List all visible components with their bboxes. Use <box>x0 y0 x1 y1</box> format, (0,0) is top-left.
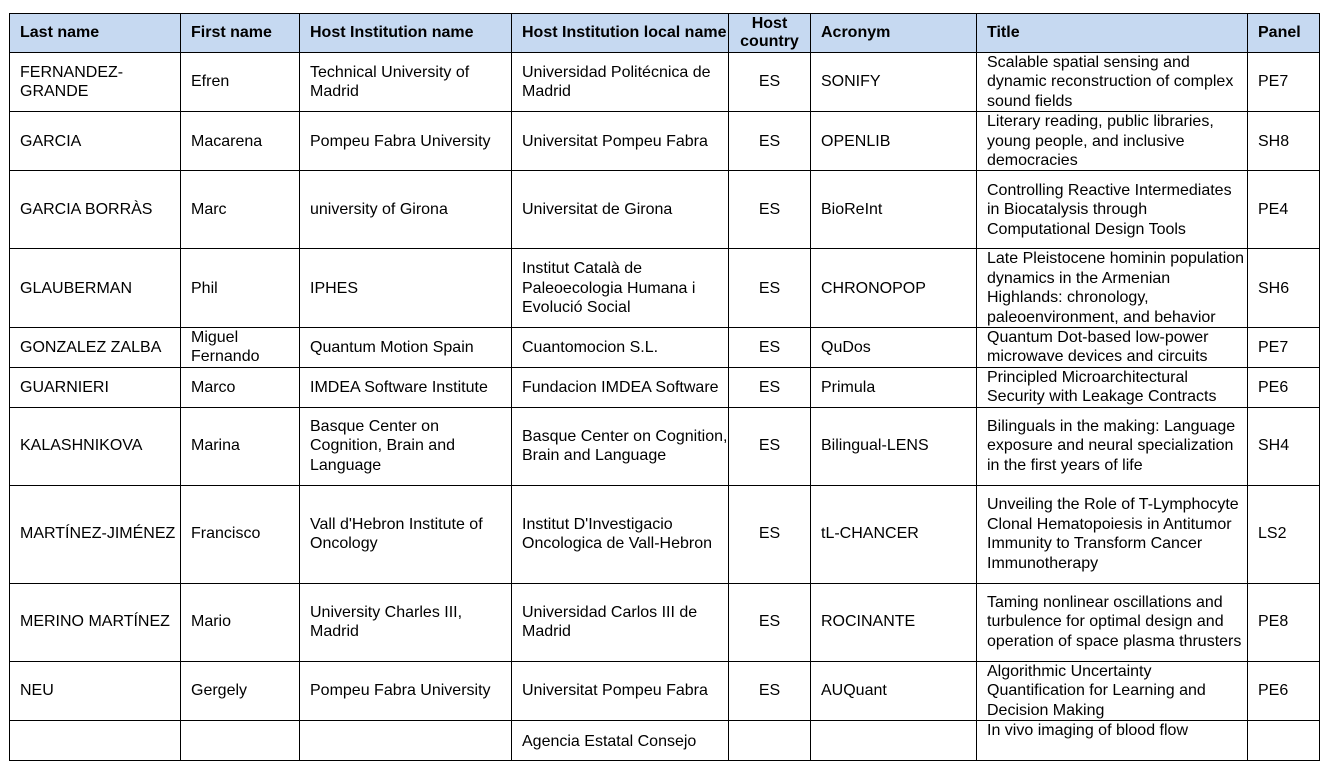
cell-title: Late Pleistocene hominin population dynamics in the Armenian Highlands: chronology, paleoenvironment, and behavior <box>977 249 1248 328</box>
cell-acronym: CHRONOPOP <box>811 249 977 328</box>
header-first-name: First name <box>181 14 300 53</box>
cell-host-country: ES <box>729 171 811 249</box>
cell-acronym <box>811 720 977 760</box>
cell-acronym: OPENLIB <box>811 112 977 171</box>
cell-panel: SH8 <box>1248 112 1320 171</box>
table-row <box>10 171 1320 249</box>
table-row-partial <box>10 720 1320 760</box>
cell-last-name <box>10 720 181 760</box>
cell-host-country: ES <box>729 407 811 485</box>
table-row <box>10 112 1320 171</box>
cell-first-name: Marc <box>181 171 300 249</box>
cell-host-country: ES <box>729 367 811 407</box>
cell-title: Unveiling the Role of T-Lymphocyte Clonal Hematopoiesis in Antitumor Immunity to Transform Cancer Immunotherapy <box>977 485 1248 583</box>
cell-acronym: Bilingual-LENS <box>811 407 977 485</box>
table-row <box>10 485 1320 583</box>
cell-last-name: GUARNIERI <box>10 367 181 407</box>
cell-panel: SH4 <box>1248 407 1320 485</box>
cell-panel: PE8 <box>1248 583 1320 661</box>
cell-host-institution: Basque Center on Cognition, Brain and Language <box>300 407 512 485</box>
cell-host-country: ES <box>729 112 811 171</box>
cell-last-name: GONZALEZ ZALBA <box>10 328 181 368</box>
cell-title: In vivo imaging of blood flow <box>977 720 1248 760</box>
cell-last-name: GARCIA BORRÀS <box>10 171 181 249</box>
cell-first-name: Phil <box>181 249 300 328</box>
cell-acronym: ROCINANTE <box>811 583 977 661</box>
cell-title: Controlling Reactive Intermediates in Biocatalysis through Computational Design Tools <box>977 171 1248 249</box>
cell-last-name: MARTÍNEZ-JIMÉNEZ <box>10 485 181 583</box>
table-row <box>10 661 1320 720</box>
cell-acronym: SONIFY <box>811 53 977 112</box>
cell-last-name: NEU <box>10 661 181 720</box>
cell-panel: PE6 <box>1248 661 1320 720</box>
cell-panel: PE7 <box>1248 328 1320 368</box>
cell-last-name: GARCIA <box>10 112 181 171</box>
cell-host-country: ES <box>729 661 811 720</box>
header-host-local-name: Host Institution local name <box>512 14 729 53</box>
cell-last-name: KALASHNIKOVA <box>10 407 181 485</box>
cell-first-name: Francisco <box>181 485 300 583</box>
cell-last-name: GLAUBERMAN <box>10 249 181 328</box>
cell-title: Taming nonlinear oscillations and turbulence for optimal design and operation of space plasma thrusters <box>977 583 1248 661</box>
table-row <box>10 328 1320 368</box>
cell-last-name: FERNANDEZ-GRANDE <box>10 53 181 112</box>
cell-first-name: Gergely <box>181 661 300 720</box>
cell-host-institution: Vall d'Hebron Institute of Oncology <box>300 485 512 583</box>
cell-host-country: ES <box>729 249 811 328</box>
cell-host-country: ES <box>729 328 811 368</box>
cell-host-local-name: Institut Català de Paleoecologia Humana i Evolució Social <box>512 249 729 328</box>
cell-acronym: tL-CHANCER <box>811 485 977 583</box>
cell-host-local-name: Institut D'Investigacio Oncologica de Vall-Hebron <box>512 485 729 583</box>
cell-title: Scalable spatial sensing and dynamic reconstruction of complex sound fields <box>977 53 1248 112</box>
cell-first-name <box>181 720 300 760</box>
header-last-name: Last name <box>10 14 181 53</box>
cell-last-name: MERINO MARTÍNEZ <box>10 583 181 661</box>
cell-host-local-name: Universitat Pompeu Fabra <box>512 661 729 720</box>
cell-host-institution: University Charles III, Madrid <box>300 583 512 661</box>
cell-title: Algorithmic Uncertainty Quantification for Learning and Decision Making <box>977 661 1248 720</box>
header-panel: Panel <box>1248 14 1320 53</box>
grantees-table <box>9 13 1320 761</box>
cell-host-institution <box>300 720 512 760</box>
cell-panel <box>1248 720 1320 760</box>
cell-panel: LS2 <box>1248 485 1320 583</box>
cell-panel: PE4 <box>1248 171 1320 249</box>
cell-host-local-name: Fundacion IMDEA Software <box>512 367 729 407</box>
header-row <box>10 14 1320 53</box>
cell-first-name: Miguel Fernando <box>181 328 300 368</box>
cell-first-name: Marina <box>181 407 300 485</box>
cell-host-institution: Technical University of Madrid <box>300 53 512 112</box>
table-row <box>10 583 1320 661</box>
cell-title: Bilinguals in the making: Language exposure and neural specialization in the first years of life <box>977 407 1248 485</box>
cell-host-local-name: Cuantomocion S.L. <box>512 328 729 368</box>
cell-host-local-name: Agencia Estatal Consejo <box>512 720 729 760</box>
table-row <box>10 53 1320 112</box>
cell-host-country: ES <box>729 485 811 583</box>
cell-acronym: BioReInt <box>811 171 977 249</box>
cell-host-institution: university of Girona <box>300 171 512 249</box>
header-host-country: Host country <box>729 14 811 53</box>
cell-host-country <box>729 720 811 760</box>
cell-host-institution: Pompeu Fabra University <box>300 112 512 171</box>
cell-panel: PE7 <box>1248 53 1320 112</box>
cell-host-institution: Quantum Motion Spain <box>300 328 512 368</box>
header-host-institution: Host Institution name <box>300 14 512 53</box>
cell-panel: SH6 <box>1248 249 1320 328</box>
cell-first-name: Mario <box>181 583 300 661</box>
cell-acronym: QuDos <box>811 328 977 368</box>
header-title: Title <box>977 14 1248 53</box>
cell-first-name: Marco <box>181 367 300 407</box>
cell-host-institution: IMDEA Software Institute <box>300 367 512 407</box>
cell-first-name: Efren <box>181 53 300 112</box>
cell-host-institution: IPHES <box>300 249 512 328</box>
cell-title: Principled Microarchitectural Security with Leakage Contracts <box>977 367 1248 407</box>
header-acronym: Acronym <box>811 14 977 53</box>
cell-host-country: ES <box>729 583 811 661</box>
table-row <box>10 249 1320 328</box>
cell-acronym: Primula <box>811 367 977 407</box>
cell-acronym: AUQuant <box>811 661 977 720</box>
cell-host-institution: Pompeu Fabra University <box>300 661 512 720</box>
cell-title: Literary reading, public libraries, young people, and inclusive democracies <box>977 112 1248 171</box>
cell-host-local-name: Universidad Politécnica de Madrid <box>512 53 729 112</box>
cell-host-local-name: Basque Center on Cognition, Brain and Language <box>512 407 729 485</box>
cell-host-local-name: Universitat de Girona <box>512 171 729 249</box>
table-row <box>10 367 1320 407</box>
cell-title: Quantum Dot-based low-power microwave devices and circuits <box>977 328 1248 368</box>
cell-host-country: ES <box>729 53 811 112</box>
table-row <box>10 407 1320 485</box>
cell-host-local-name: Universidad Carlos III de Madrid <box>512 583 729 661</box>
cell-host-local-name: Universitat Pompeu Fabra <box>512 112 729 171</box>
cell-first-name: Macarena <box>181 112 300 171</box>
cell-panel: PE6 <box>1248 367 1320 407</box>
